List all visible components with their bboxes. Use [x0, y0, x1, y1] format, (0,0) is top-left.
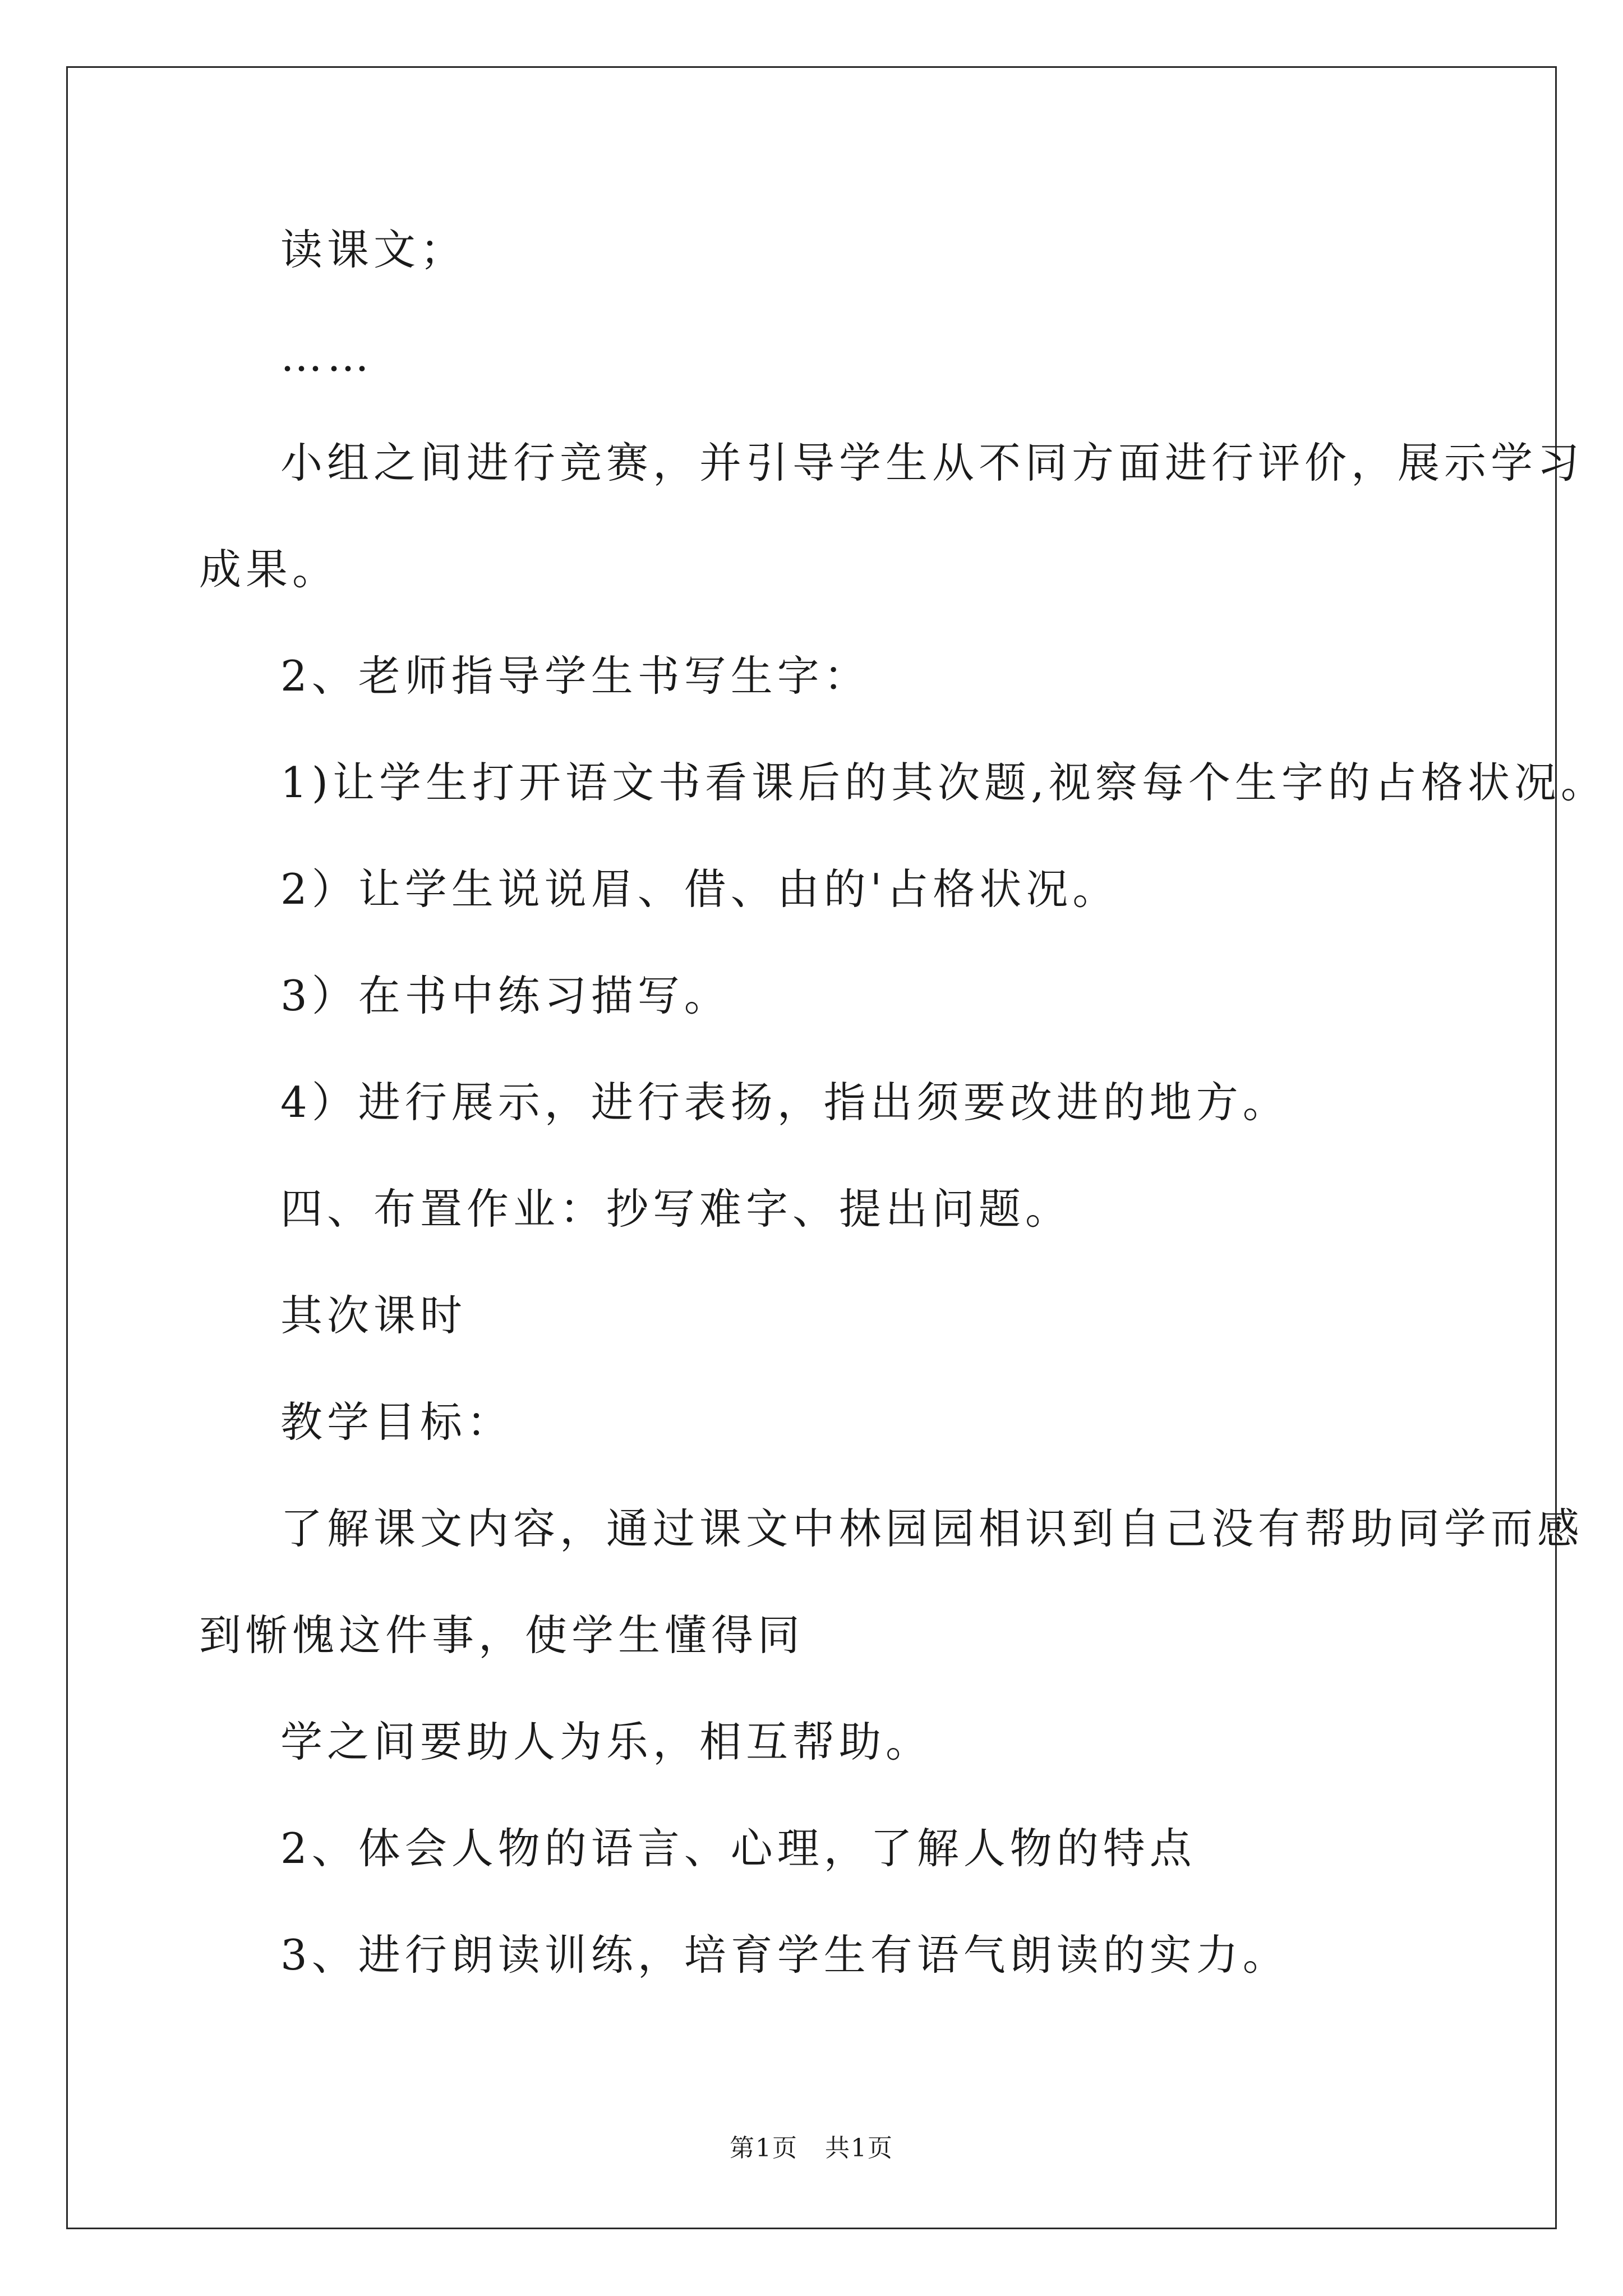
paragraph-line: 了解课文内容，通过课文中林园园相识到自己没有帮助同学而感 — [280, 1504, 1584, 1553]
section-heading: 教学目标： — [280, 1397, 514, 1447]
paragraph-line: 2、老师指导学生书写生字： — [280, 651, 870, 701]
paragraph-line: 4）进行展示，进行表扬，指出须要改进的地方。 — [280, 1078, 1289, 1127]
paragraph-line: …… — [280, 332, 374, 381]
paragraph-line: 读课文； — [280, 225, 467, 274]
paragraph-line: 3、进行朗读训练，培育学生有语气朗读的实力。 — [280, 1930, 1289, 1980]
paragraph-line: 2）让学生说说眉、借、由的'占格状况。 — [280, 864, 1119, 914]
paragraph-line: 成果。 — [199, 545, 339, 594]
page-total: 共1页 — [825, 2134, 893, 2162]
page-footer — [0, 2132, 1623, 2165]
paragraph-line: 2、体会人物的语言、心理，了解人物的特点 — [280, 1824, 1196, 1873]
paragraph-line: 3）在书中练习描写。 — [280, 971, 731, 1020]
paragraph-line: 小组之间进行竞赛，并引导学生从不同方面进行评价，展示学习 — [280, 438, 1584, 487]
paragraph-line: 四、布置作业：抄写难字、提出问题。 — [280, 1184, 1072, 1234]
paragraph-line: 学之间要助人为乐，相互帮助。 — [280, 1717, 933, 1766]
page-number: 第1页 — [730, 2134, 798, 2162]
paragraph-line: 1)让学生打开语文书看课后的其次题,视察每个生字的占格状况。 — [280, 758, 1607, 807]
section-heading: 其次课时 — [280, 1291, 467, 1340]
paragraph-line: 到惭愧这件事，使学生懂得同 — [199, 1611, 805, 1660]
